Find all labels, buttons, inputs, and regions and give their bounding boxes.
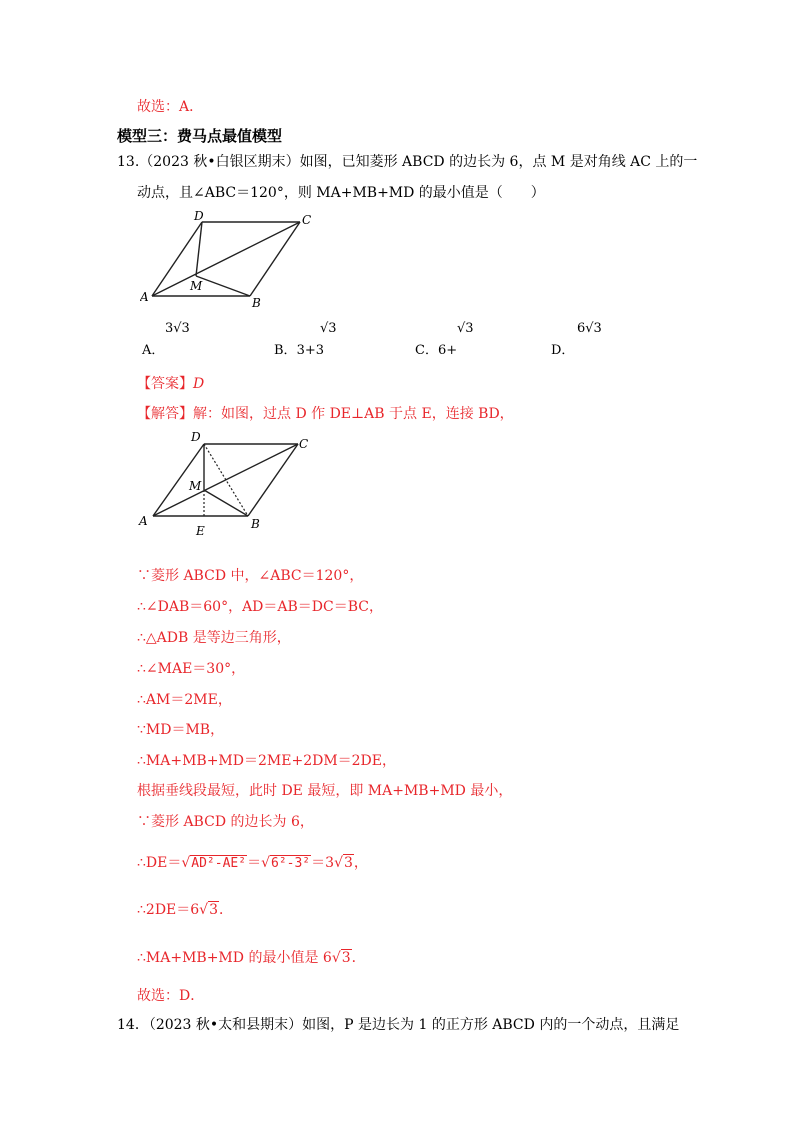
step-3: ∴△ADB 是等边三角形， xyxy=(137,630,291,646)
label-d-2: D xyxy=(191,430,201,444)
q13-line2: 动点，且∠ABC＝120°，则 MA+MB+MD 的最小值是（ ） xyxy=(137,185,545,201)
min-line: ∴MA+MB+MD 的最小值是 6√3． xyxy=(137,950,366,966)
step-2: ∴∠DAB＝60°，AD＝AB＝DC＝BC， xyxy=(137,599,384,615)
step-8: 根据垂线段最短，此时 DE 最短，即 MA+MB+MD 最小， xyxy=(137,783,513,799)
step-9: ∵菱形 ABCD 的边长为 6， xyxy=(137,814,314,830)
answer: 【答案】D xyxy=(137,376,205,392)
step-1: ∵菱形 ABCD 中，∠ABC＝120°， xyxy=(137,568,364,584)
option-b[interactable]: B．3+3 xyxy=(274,343,324,358)
label-m-1: M xyxy=(190,279,203,293)
label-a-2: A xyxy=(139,514,148,528)
option-d-sup: 6√3 xyxy=(577,321,602,336)
rhombus-figure-2 xyxy=(135,430,325,542)
step-5: ∴AM＝2ME， xyxy=(137,692,232,708)
option-b-sup: √3 xyxy=(320,321,337,336)
twode-line: ∴2DE＝6√3． xyxy=(137,902,234,918)
de-line: ∴DE＝√AD²-AE²＝√6²-3²＝3√3， xyxy=(137,855,368,871)
label-m-2: M xyxy=(189,479,202,493)
step-4: ∴∠MAE＝30°， xyxy=(137,661,246,677)
step-7: ∴MA+MB+MD＝2ME+2DM＝2DE， xyxy=(137,753,397,769)
step-6: ∵MD＝MB， xyxy=(137,722,225,738)
label-e-2: E xyxy=(196,524,205,538)
section-title: 模型三：费马点最值模型 xyxy=(117,127,283,145)
q13-line1: 13.（2023 秋•白银区期末）如图，已知菱形 ABCD 的边长为 6，点 M 是对角线 AC 上的一 xyxy=(117,154,698,170)
option-a[interactable]: A． xyxy=(142,343,165,358)
option-c-sup: √3 xyxy=(457,321,474,336)
option-a-sup: 3√3 xyxy=(165,321,190,336)
prev-answer: 故选：A． xyxy=(137,99,204,115)
option-d[interactable]: D． xyxy=(551,343,575,358)
label-c-2: C xyxy=(299,437,309,451)
label-a-1: A xyxy=(140,290,149,304)
label-d-1: D xyxy=(194,209,204,223)
label-b-2: B xyxy=(251,517,260,531)
rhombus-figure-1 xyxy=(140,208,320,310)
solution-intro: 【解答】解：如图，过点 D 作 DE⊥AB 于点 E，连接 BD， xyxy=(137,406,514,422)
final-choice: 故选：D． xyxy=(137,988,205,1004)
option-c[interactable]: C．6+ xyxy=(415,343,458,358)
label-b-1: B xyxy=(252,296,261,310)
label-c-1: C xyxy=(302,213,312,227)
q14-line: 14．（2023 秋•太和县期末）如图，P 是边长为 1 的正方形 ABCD 内的一个动点，且满足 xyxy=(117,1017,680,1033)
